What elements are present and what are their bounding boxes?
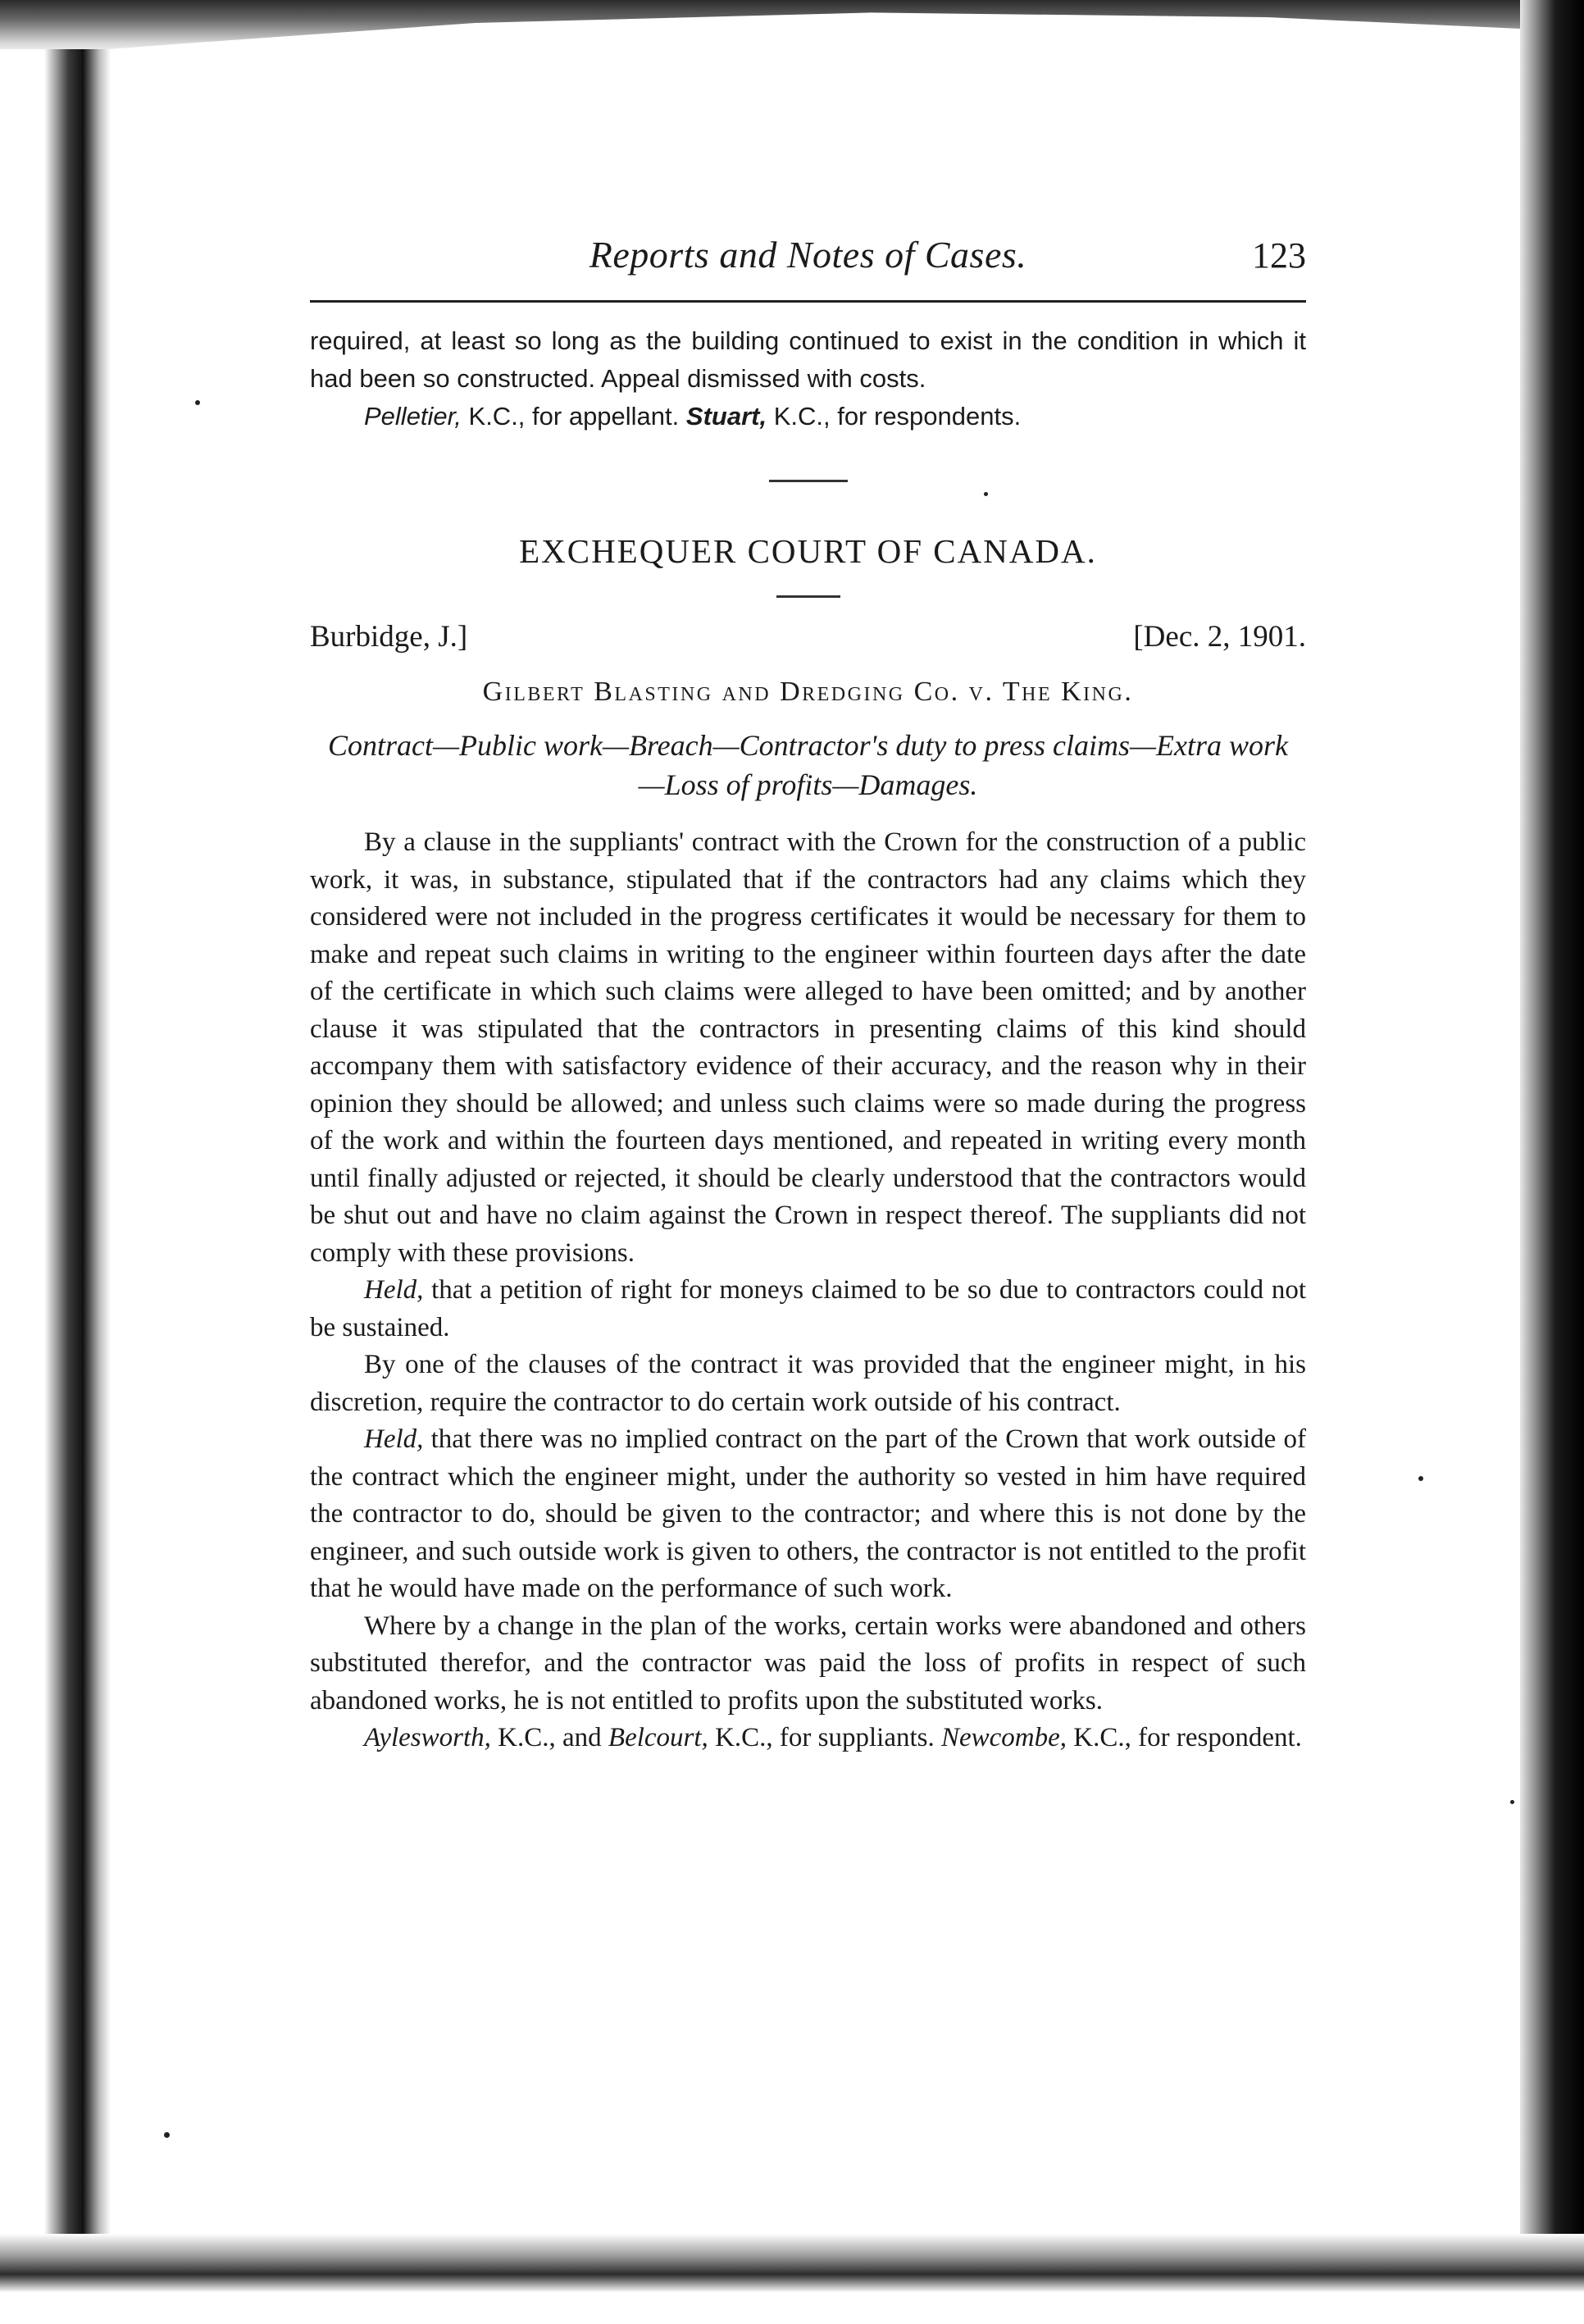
paragraph-text: that there was no implied contract on the part of the Crown that work outside of the contract which the engineer might, under the authority so vested in him have required the contractor to do, should be given to the contractor; and where this is not done by the engineer, and such outside work is given to others, the contractor is not entitled to the profit that he would have made on the performance of such work. [310,1424,1306,1603]
counsel-name: Newcombe, [940,1723,1067,1752]
section-divider [769,480,848,482]
paragraph: By a clause in the suppliants' contract with the Crown for the construction of a public work, it was, in substance, stipulated that if the contractors had any claims which they considered were not included in the progress certificates it would be necessary for them to make and repeat such claims in writing to the engineer within fourteen days after the date of the certificate in which such claims were alleged to have been omitted; and by another clause it was stipulated that the contractors in presenting claims of this kind should accompany them with satisfactory evidence of their accuracy, and the reason why in their opinion they should be allowed; and unless such claims were so made during the progress of the work and within the fourteen days mentioned, and repeated in writing every month until finally adjusted or rejected, it should be clearly understood that the contractors would be shut out and have no claim against the Crown in respect thereof. The suppliants did not comply with these provisions. [310,827,1306,1268]
counsel-rest: K.C., for respondent. [1067,1723,1302,1752]
paragraph [310,1421,1306,1608]
held-label: Held, [364,1424,424,1454]
scan-edge-top [0,0,1584,57]
opening-counsel [310,398,1306,435]
page-header [310,230,1306,303]
counsel-respondent-rest: K.C., for respondents. [767,402,1022,431]
scan-speck [1510,1800,1514,1804]
headnote: Contract—Public work—Breach—Contractor's duty to press claims—Extra work—Loss of profits—Damages. [328,729,1288,801]
opening-section [310,322,1306,435]
paragraph: By one of the clauses of the contract it was provided that the engineer might, in his discretion, require the contractor to do certain work outside of his contract. [310,1350,1306,1417]
court-divider [776,595,840,598]
paragraph-text: that a petition of right for moneys claimed to be so due to contractors could not be sustained. [310,1275,1306,1342]
judgment-date: [Dec. 2, 1901. [1133,620,1306,654]
held-label: Held, [364,1275,424,1305]
case-title: Gilbert Blasting and Dredging Co. v. The King. [482,677,1134,707]
case-body [310,824,1306,1757]
counsel-appellant-rest: K.C., for appellant. [461,402,686,431]
scan-edge-bottom [0,2234,1584,2324]
judge-name: Burbidge, J.] [310,620,468,654]
court-name: EXCHEQUER COURT OF CANADA. [519,532,1097,570]
counsel-rest: K.C., and [490,1723,608,1752]
counsel-line [310,1720,1306,1757]
scan-speck [1418,1476,1423,1481]
counsel-name: Belcourt, [608,1723,708,1752]
counsel-name: Aylesworth, [364,1723,491,1752]
scan-edge-left [0,49,111,2324]
counsel-rest: K.C., for suppliants. [708,1723,941,1752]
page-content [310,230,1306,1757]
paragraph [310,1272,1306,1347]
scan-edge-right [1520,0,1584,2324]
opening-text: required, at least so long as the building continued to exist in the condition in which it had been so constructed. Appeal dismissed with costs. [310,326,1306,393]
scan-speck [195,400,200,405]
counsel-respondent-name: Stuart, [685,402,767,431]
counsel-appellant-name: Pelletier, [364,402,462,431]
page-number: 123 [1252,235,1306,276]
scan-speck [164,2132,170,2138]
paragraph: Where by a change in the plan of the works, certain works were abandoned and others substituted therefor, and the contractor was paid the loss of profits in respect of such abandoned works, he is not entitled to profits upon the substituted works. [310,1611,1306,1716]
judge-row [310,619,1306,663]
running-title: Reports and Notes of Cases. [589,234,1027,276]
